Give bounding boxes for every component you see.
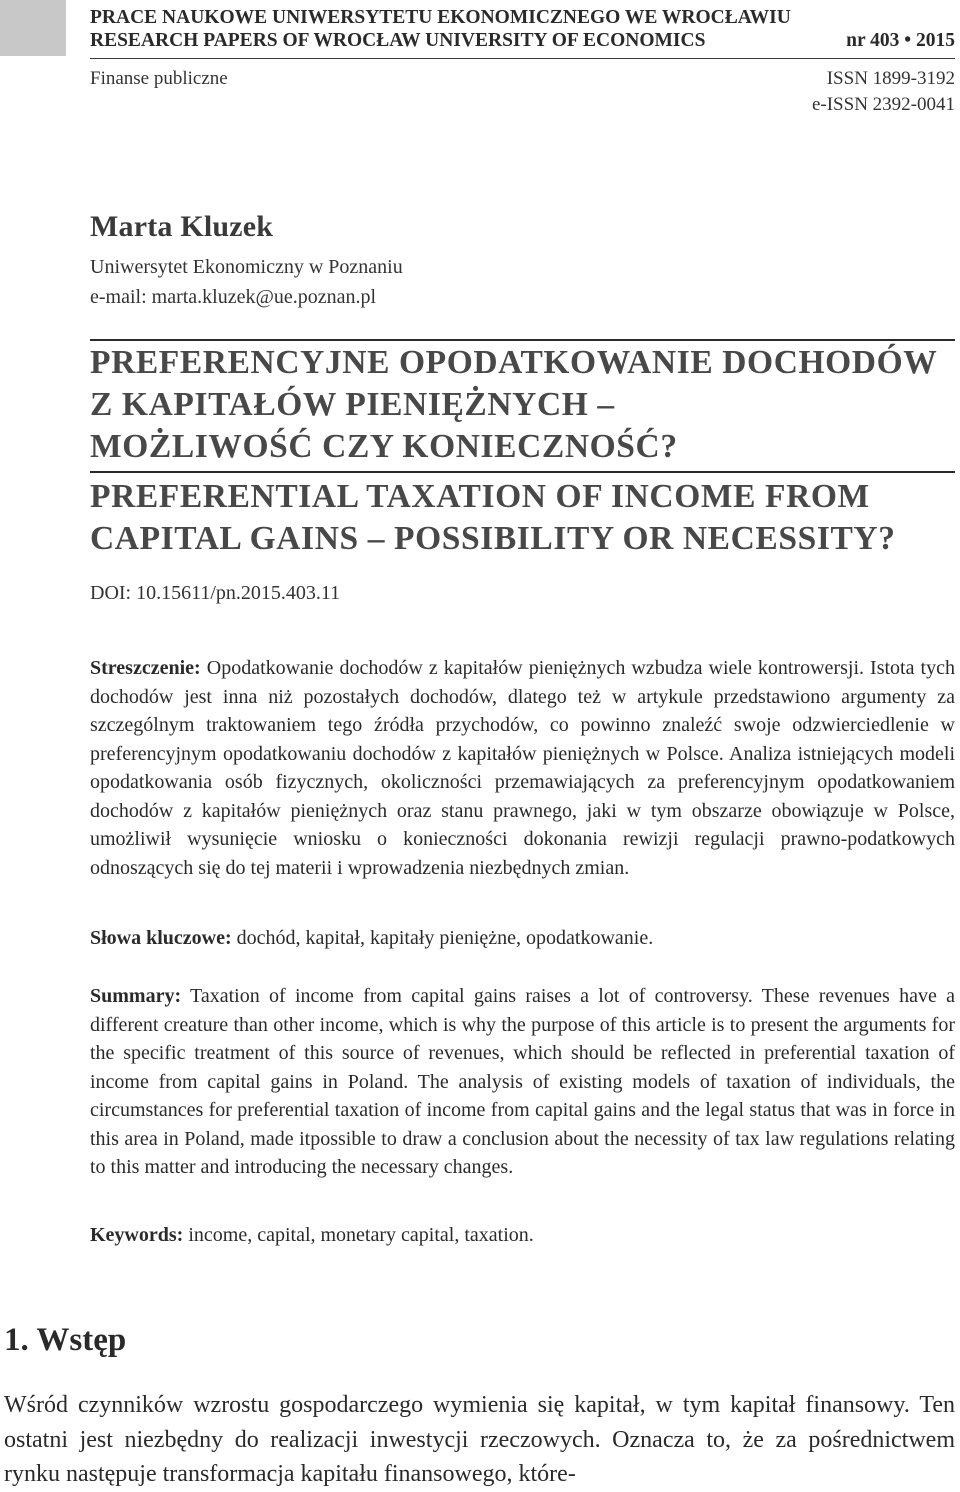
- abstract-english: [90, 982, 955, 1182]
- journal-name-en: RESEARCH PAPERS OF WROCŁAW UNIVERSITY OF ECONOMICS: [90, 30, 706, 51]
- title-en-line: CAPITAL GAINS – POSSIBILITY OR NECESSITY?: [90, 520, 896, 557]
- keywords-pl-label: Słowa kluczowe:: [90, 927, 232, 949]
- author-details: [90, 252, 403, 312]
- section-heading: 1. Wstęp: [4, 1322, 127, 1358]
- keywords-english: [90, 1221, 955, 1250]
- issn: ISSN 1899-3192: [826, 68, 955, 89]
- keywords-pl-text: dochód, kapitał, kapitały pieniężne, opodatkowanie.: [231, 927, 654, 949]
- title-english: [90, 476, 896, 560]
- issue-number: nr 403 • 2015: [846, 30, 955, 51]
- title-rule-top: [90, 339, 955, 341]
- issn-block: [812, 66, 955, 118]
- keywords-en-text: income, capital, monetary capital, taxation.: [183, 1224, 534, 1246]
- abstract-en-label: Summary:: [90, 985, 182, 1007]
- eissn: e-ISSN 2392-0041: [811, 94, 955, 115]
- abstract-pl-label: Streszczenie:: [90, 657, 201, 679]
- journal-name-pl: PRACE NAUKOWE UNIWERSYTETU EKONOMICZNEGO WE WROCŁAWIU: [90, 7, 791, 28]
- keywords-polish: [90, 924, 955, 953]
- journal-name-row: [90, 29, 955, 52]
- title-pl-line: Z KAPITAŁÓW PIENIĘŻNYCH –: [90, 386, 615, 423]
- series-name: Finanse publiczne: [90, 68, 228, 89]
- author-name: Marta Kluzek: [90, 210, 274, 243]
- keywords-en-label: Keywords:: [90, 1224, 184, 1246]
- header-divider: [90, 58, 955, 59]
- title-en-line: PREFERENTIAL TAXATION OF INCOME FROM: [90, 478, 870, 515]
- title-rule-middle: [90, 471, 955, 473]
- abstract-pl-text: Opodatkowanie dochodów z kapitałów pieniężnych wzbudza wiele kontrowersji. Istota tych dochodów jest inna niż pozostałych dochodów, dlatego też w artykule przedstawiono argumenty za szczególnym traktowaniem tego źródła przychodów, co powinno znaleźć swoje odzwierciedlenie w preferencyjnym opodatkowaniu dochodów z kapitałów pieniężnych w Polsce. Analiza istniejących modeli opodatkowania osób fizycznych, okoliczności przemawiających za preferencyjnym opodatkowaniem dochodów z kapitałów pieniężnych oraz stanu prawnego, jaki w tym obszarze obowiązuje w Polsce, umożliwił wysunięcie wniosku o konieczności dokonania rewizji regulacji prawno-podatkowych odnoszących się do tej materii i wprowadzenia niezbędnych zmian.: [90, 657, 955, 879]
- author-affiliation: Uniwersytet Ekonomiczny w Poznaniu: [90, 256, 403, 278]
- title-pl-line: PREFERENCYJNE OPODATKOWANIE DOCHODÓW: [90, 344, 938, 381]
- abstract-polish: [90, 654, 955, 882]
- section-body: Wśród czynników wzrostu gospodarczego wymienia się kapitał, w tym kapitał finansowy. Ten ostatni jest niezbędny do realizacji inwestycji rzeczowych. Oznacza to, że za pośrednictwem rynku następuje transformacja kapitału finansowego, które-: [4, 1392, 955, 1487]
- doi: DOI: 10.15611/pn.2015.403.11: [90, 582, 341, 604]
- series-row: [90, 66, 955, 118]
- title-pl-line: MOŻLIWOŚĆ CZY KONIECZNOŚĆ?: [90, 428, 678, 465]
- journal-header: [90, 6, 955, 52]
- corner-marker: [0, 0, 66, 56]
- title-polish: [90, 342, 937, 468]
- abstract-en-text: Taxation of income from capital gains raises a lot of controversy. These revenues have a different creature than other income, which is why the purpose of this article is to present the arguments for the specific treatment of this source of revenues, which should be reflected in preferential taxation of income from capital gains in Poland. The analysis of existing models of taxation of individuals, the circumstances for preferential taxation of income from capital gains and the legal status that was in force in this area in Poland, made itpossible to draw a conclusion about the necessity of tax law regulations relating to this matter and introducing the necessary changes.: [90, 985, 955, 1178]
- author-email: e-mail: marta.kluzek@ue.poznan.pl: [90, 286, 377, 308]
